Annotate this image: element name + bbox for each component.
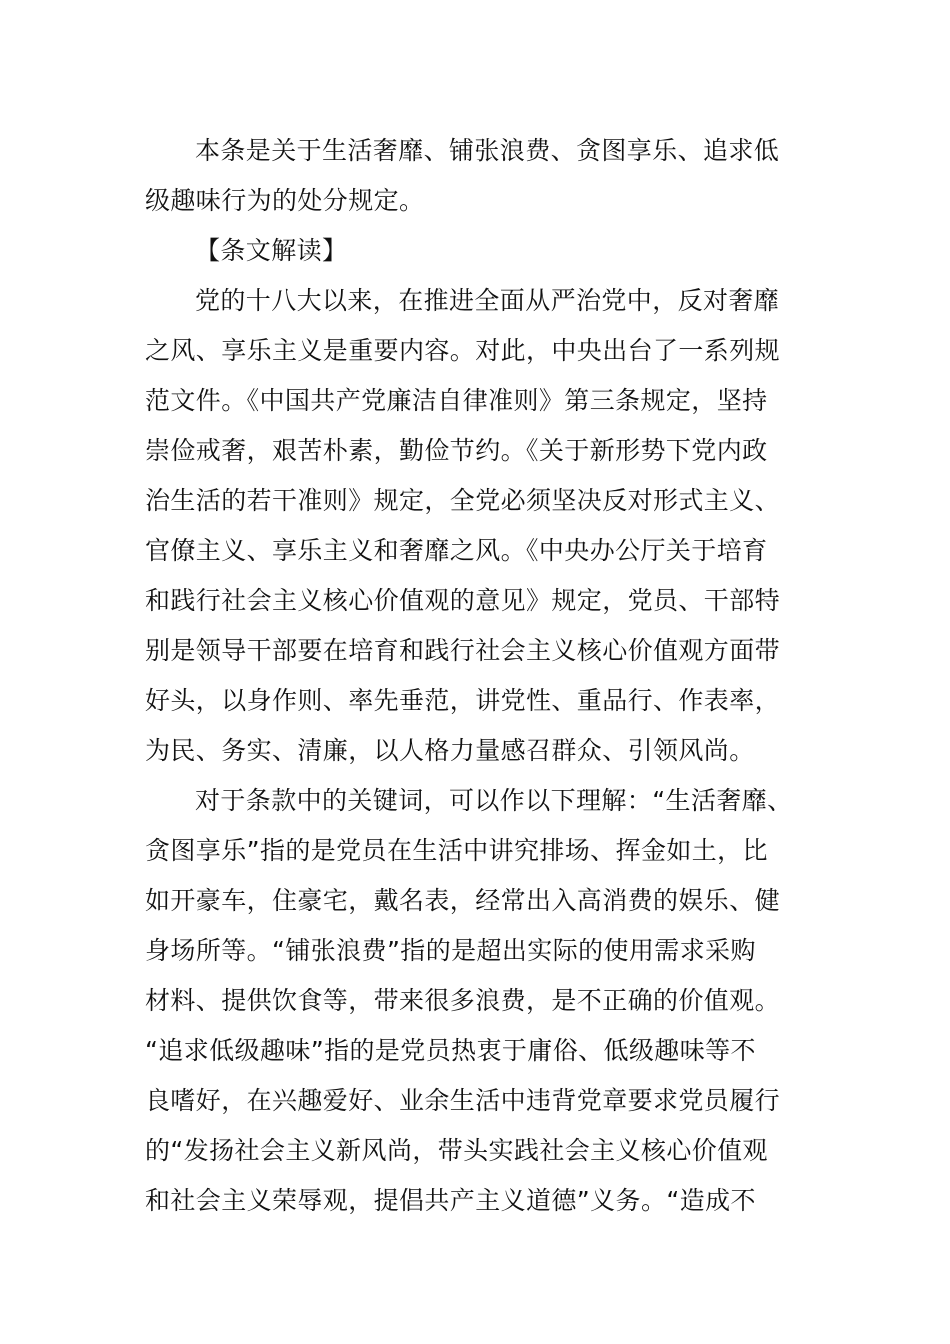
text-line: 良嗜好，在兴趣爱好、业余生活中违背党章要求党员履行 <box>145 1086 781 1115</box>
section-heading: 【条文解读】 <box>195 236 348 265</box>
text-line: 党的十八大以来，在推进全面从严治党中，反对奢靡 <box>195 286 780 315</box>
text-line: 贪图享乐”指的是党员在生活中讲究排场、挥金如土，比 <box>145 836 768 865</box>
text-line: 的“发扬社会主义新风尚，带头实践社会主义核心价值观 <box>145 1136 768 1165</box>
text-line: 对于条款中的关键词，可以作以下理解：“生活奢靡、 <box>195 786 793 815</box>
text-line: 范文件。《中国共产党廉洁自律准则》第三条规定，坚持 <box>145 386 768 415</box>
text-line: 官僚主义、享乐主义和奢靡之风。《中央办公厅关于培育 <box>145 536 768 565</box>
text-line: 本条是关于生活奢靡、铺张浪费、贪图享乐、追求低 <box>195 136 780 165</box>
text-line: 之风、享乐主义是重要内容。对此，中央出台了一系列规 <box>145 336 781 365</box>
text-line: 治生活的若干准则》规定，全党必须坚决反对形式主义、 <box>145 486 781 515</box>
text-line: 崇俭戒奢，艰苦朴素，勤俭节约。《关于新形势下党内政 <box>145 436 768 465</box>
text-line: 和践行社会主义核心价值观的意见》规定，党员、干部特 <box>145 586 781 615</box>
text-line: 和社会主义荣辱观，提倡共产主义道德”义务。“造成不 <box>145 1186 756 1215</box>
text-line: 身场所等。“铺张浪费”指的是超出实际的使用需求采购 <box>145 936 756 965</box>
text-line: 材料、提供饮食等，带来很多浪费，是不正确的价值观。 <box>145 986 781 1015</box>
text-line: 别是领导干部要在培育和践行社会主义核心价值观方面带 <box>145 636 781 665</box>
text-line: 好头，以身作则、率先垂范，讲党性、重品行、作表率， <box>145 686 781 715</box>
text-line: 级趣味行为的处分规定。 <box>145 186 425 215</box>
document-body <box>145 126 810 1226</box>
text-line: “追求低级趣味”指的是党员热衷于庸俗、低级趣味等不 <box>145 1036 756 1065</box>
text-line: 为民、务实、清廉，以人格力量感召群众、引领风尚。 <box>145 736 755 765</box>
text-line: 如开豪车，住豪宅，戴名表，经常出入高消费的娱乐、健 <box>145 886 781 915</box>
